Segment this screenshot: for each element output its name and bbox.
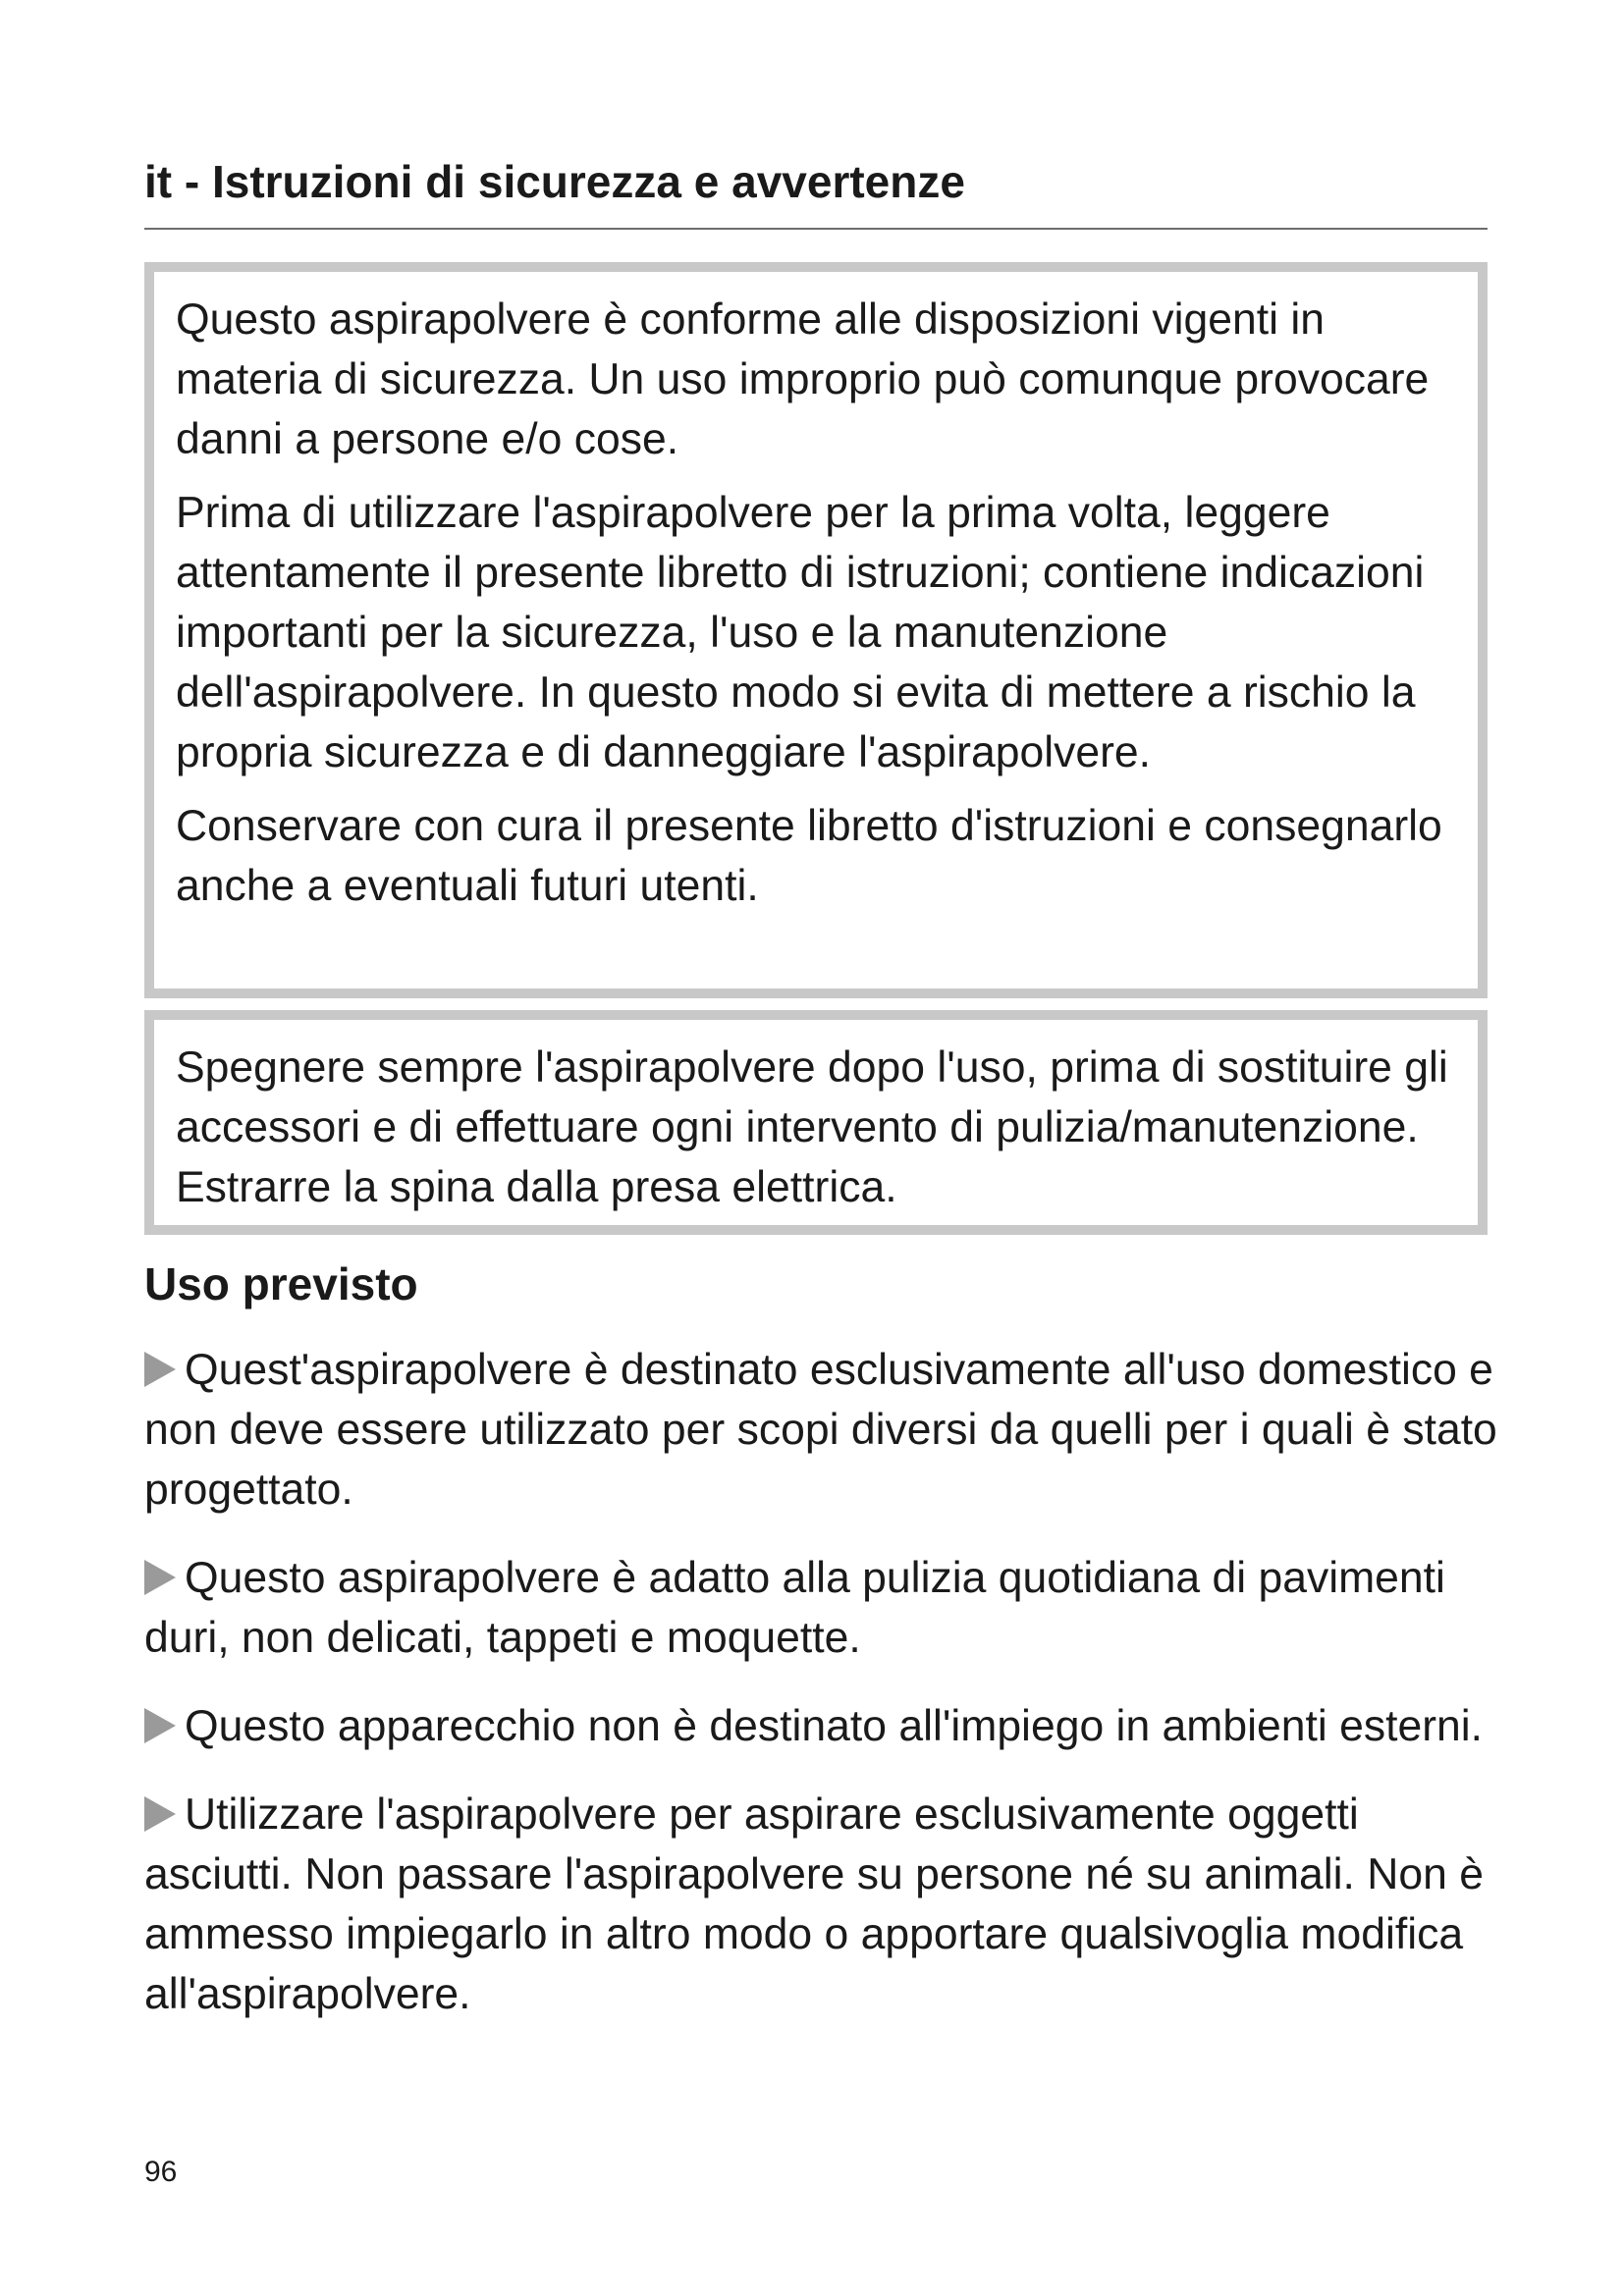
notice-paragraph: Conservare con cura il presente libretto d'istruzioni e consegnarlo anche a eventuali futuri utenti.: [176, 802, 1442, 910]
arrow-bullet-icon: [144, 1708, 176, 1743]
list-item: [144, 1340, 1499, 1520]
section-heading-uso-previsto: Uso previsto: [144, 1258, 418, 1309]
list-item-text: Questo aspirapolvere è adatto alla pulizia quotidiana di pavimenti duri, non delicati, tappeti e moquette.: [144, 1554, 1445, 1662]
arrow-bullet-icon: [144, 1352, 176, 1387]
safety-notice-box: [144, 262, 1488, 998]
page-title: it - Istruzioni di sicurezza e avvertenze: [144, 156, 965, 207]
page-number: 96: [144, 2156, 178, 2188]
intended-use-list: [144, 1340, 1499, 2053]
notice-paragraph: Prima di utilizzare l'aspirapolvere per la prima volta, leggere attentamente il presente libretto di istruzioni; contiene indicazioni importanti per la sicurezza, l'uso e la manutenzione dell'aspirapolvere. In questo modo si evita di mettere a rischio la propria sicurezza e di danneggiare l'aspirapolvere.: [176, 489, 1425, 776]
title-divider: [144, 228, 1488, 230]
list-item-text: Quest'aspirapolvere è destinato esclusivamente all'uso domestico e non deve essere utilizzato per scopi diversi da quelli per i quali è stato progettato.: [144, 1346, 1497, 1514]
list-item-text: Questo apparecchio non è destinato all'impiego in ambienti esterni.: [185, 1702, 1484, 1750]
list-item: [144, 1548, 1499, 1668]
list-item: [144, 1785, 1499, 2024]
list-item-text: Utilizzare l'aspirapolvere per aspirare esclusivamente oggetti asciutti. Non passare l'aspirapolvere su persone né su animali. Non è ammesso impiegarlo in altro modo o apportare qualsivoglia modifica all'aspirapolvere.: [144, 1790, 1485, 2018]
notice-paragraph: Questo aspirapolvere è conforme alle disposizioni vigenti in materia di sicurezza. Un uso improprio può comunque provocare danni a persone e/o cose.: [176, 295, 1430, 463]
arrow-bullet-icon: [144, 1560, 176, 1595]
list-item: [144, 1696, 1499, 1756]
power-off-notice-box: [144, 1010, 1488, 1235]
notice-paragraph: Spegnere sempre l'aspirapolvere dopo l'uso, prima di sostituire gli accessori e di effettuare ogni intervento di pulizia/manutenzione. Estrarre la spina dalla presa elettrica.: [176, 1043, 1448, 1211]
arrow-bullet-icon: [144, 1796, 176, 1832]
